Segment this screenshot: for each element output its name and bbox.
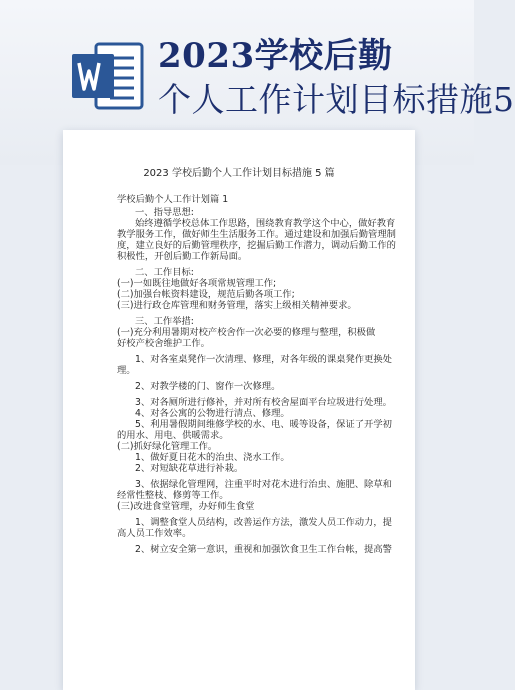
list-item: 理。	[117, 365, 136, 376]
document-page	[63, 130, 415, 690]
list-item: 2、对教学楼的门、窗作一次修理。	[135, 381, 281, 392]
word-icon	[70, 38, 146, 114]
list-item: 3、依据绿化管理网，注重平时对花木进行治虫、施肥、除草和	[135, 479, 392, 490]
list-item: 3、对各厕所进行修补，并对所有校舍屋面平台垃圾进行处理。	[135, 397, 392, 408]
list-item: 5、利用暑假期间维修学校的水、电、暖等设备，保证了开学初	[135, 419, 392, 430]
list-item: 2、树立安全第一意识，重视和加强饮食卫生工作台帐，提高警	[135, 544, 392, 555]
list-item: 高人员工作效率。	[117, 528, 192, 539]
document-title: 2023 学校后勤个人工作计划目标措施 5 篇	[143, 168, 335, 179]
list-item: (三)改进食堂管理，办好师生食堂	[117, 501, 255, 512]
heading-work-measures: 三、工作举措:	[135, 316, 194, 327]
list-item: (二)加强台帐资料建设，规范后勤各项工作;	[117, 289, 295, 300]
list-item: (三)进行政仓库管理和财务管理，落实上级相关精神要求。	[117, 300, 357, 311]
paragraph-line: 教学服务工作，做好师生生活服务工作。通过建设和加强后勤管理制	[117, 229, 396, 240]
document-body	[117, 194, 396, 555]
paragraph-line: (一)充分利用暑期对校产校舍作一次必要的修理与整理，积极做	[117, 327, 376, 338]
paragraph-line: 积极性，开创后勤工作新局面。	[117, 251, 248, 262]
list-item: 经常性整枝、修剪等工作。	[117, 490, 229, 501]
heading-work-goals: 二、工作目标:	[135, 267, 194, 278]
paragraph-line: 好校产校舍维护工作。	[117, 338, 210, 349]
list-item: (二)抓好绿化管理工作。	[117, 441, 218, 452]
list-item: 1、做好夏日花木的治虫、浇水工作。	[135, 452, 290, 463]
cover-title-line-1: 2023学校后勤	[158, 36, 393, 76]
list-item: 1、对各室桌凳作一次清理、修理，对各年级的课桌凳作更换处	[135, 354, 392, 365]
paragraph-line: 始终遵循学校总体工作思路，围绕教育教学这个中心，做好教育	[135, 218, 396, 229]
paragraph-line: 度，建立良好的后勤管理秩序，挖掘后勤工作潜力，调动后勤工作的	[117, 240, 396, 251]
list-item: 4、对各公寓的公物进行清点、修理。	[135, 408, 290, 419]
section-heading: 学校后勤个人工作计划篇 1	[117, 194, 229, 205]
list-item: 2、对短缺花草进行补栽。	[135, 463, 244, 474]
list-item: (一)一如既往地做好各项常规管理工作;	[117, 278, 277, 289]
heading-guiding-idea: 一、指导思想:	[135, 207, 194, 218]
list-item: 1、调整食堂人员结构，改善运作方法，激发人员工作动力，提	[135, 517, 392, 528]
cover-title-line-2: 个人工作计划目标措施5	[158, 80, 515, 119]
list-item: 的用水、用电、供暖需求。	[117, 430, 229, 441]
